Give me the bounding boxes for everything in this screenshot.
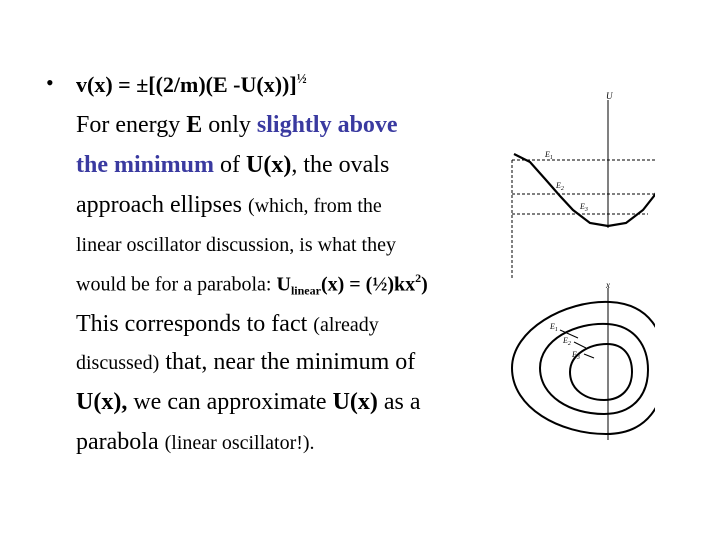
velocity-equation-exponent: ½: [296, 71, 307, 86]
text-line-6-sup: 2: [415, 271, 422, 285]
text-line-3: [76, 153, 389, 177]
x-axis-label: x: [606, 280, 610, 290]
text-line-6c: (x) = (½)kx: [320, 273, 416, 296]
text-line-4a: approach ellipses: [76, 192, 248, 218]
text-line-7: [76, 312, 379, 336]
highlight-slightly-above: slightly above: [256, 112, 398, 138]
text-line-3b: of: [214, 152, 246, 178]
oval-e3-label: $E_3$: [572, 350, 580, 361]
text-line-2a: For energy: [76, 112, 187, 138]
text-line-6a: would be for a parabola:: [76, 273, 277, 296]
text-line-8a: discussed): [76, 352, 160, 374]
u-axis-label: U: [606, 91, 613, 101]
text-line-6d: ): [421, 273, 428, 296]
text-line-8: [76, 350, 415, 374]
potential-figure: [505, 82, 655, 442]
text-line-2c: only: [202, 112, 257, 138]
text-line-2b: E: [186, 112, 203, 138]
phase-plot: [512, 280, 655, 440]
oval-e3: [570, 344, 632, 400]
bullet-point: •: [46, 70, 54, 95]
oval-e2-label: $E_2$: [563, 336, 571, 347]
text-line-6-sub: linear: [290, 283, 321, 298]
velocity-equation-text: v(x) = ±[(2/m)(E -U(x))]: [76, 72, 297, 98]
text-line-10a: parabola: [76, 429, 165, 455]
text-line-4b: (which, from the: [247, 195, 382, 217]
oval-e2-pointer: [574, 342, 586, 348]
highlight-the-minimum: the minimum: [76, 152, 214, 178]
text-line-9d: as a: [377, 389, 421, 415]
e3-label: $E_3$: [580, 202, 588, 213]
text-line-10b: (linear oscillator!).: [164, 432, 315, 454]
text-line-9c: U(x): [332, 389, 378, 415]
e1-label: $E_1$: [545, 150, 553, 161]
text-line-10: [76, 430, 315, 454]
e2-label: $E_2$: [556, 181, 564, 192]
text-line-7a: This corresponds to fact: [76, 311, 314, 337]
oval-e3-pointer: [584, 354, 594, 358]
potential-curve: [514, 154, 655, 226]
text-line-3d: , the ovals: [291, 152, 390, 178]
text-line-6b: U: [276, 273, 291, 296]
text-line-9a: U(x),: [76, 389, 128, 415]
text-line-5: linear oscillator discussion, is what they: [76, 234, 396, 256]
oval-e1-label: $E_1$: [550, 322, 558, 333]
text-line-9: [76, 390, 421, 414]
text-line-3c: U(x): [246, 152, 292, 178]
text-line-6: [76, 272, 428, 297]
text-line-4: [76, 193, 382, 217]
oval-e1: [512, 302, 655, 434]
text-line-9b: we can approximate: [127, 389, 333, 415]
text-line-7b: (already: [313, 314, 379, 336]
text-line-2: [76, 113, 398, 137]
potential-plot: [512, 91, 655, 280]
text-line-8b: that, near the minimum of: [159, 349, 416, 375]
velocity-equation: [76, 72, 307, 96]
